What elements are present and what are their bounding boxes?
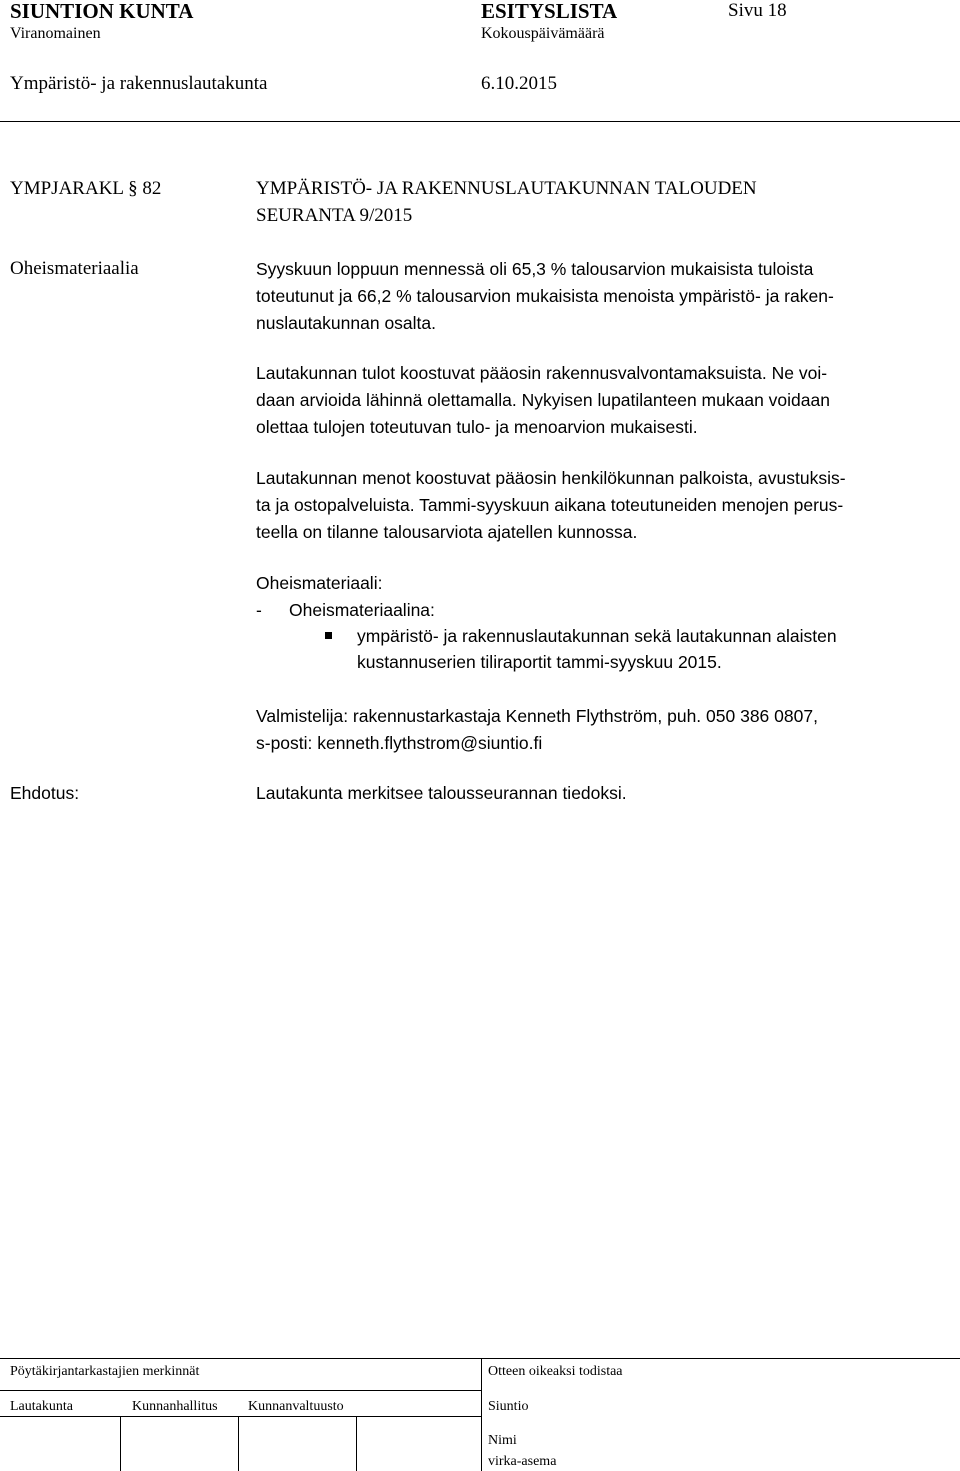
footer-col-divider-1	[120, 1416, 121, 1471]
footer-position-label: virka-asema	[488, 1454, 557, 1469]
footer-col-divider-3	[356, 1416, 357, 1471]
meeting-date: 6.10.2015	[481, 73, 557, 94]
footer-col-divider-2	[238, 1416, 239, 1471]
footer-top-rule	[0, 1358, 960, 1359]
org-name: SIUNTION KUNTA	[10, 0, 194, 23]
footer-col-kunnanvaltuusto: Kunnanvaltuusto	[248, 1399, 344, 1414]
attachment-item-line1: ympäristö- ja rakennuslautakunnan sekä lautakunnan alaisten	[357, 626, 837, 646]
preparer-line1: Valmistelija: rakennustarkastaja Kenneth Flythström, puh. 050 386 0807,	[256, 706, 818, 726]
item-reference: YMPJARAKL § 82	[10, 178, 162, 199]
paragraph-1-line2: toteutunut ja 66,2 % talousarvion mukaisista menoista ympäristö- ja raken-	[256, 286, 834, 306]
side-label-attachment: Oheismateriaalia	[10, 258, 139, 279]
paragraph-3-line3: teella on tilanne talousarviota ajatellen kunnossa.	[256, 522, 638, 542]
paragraph-2-line3: olettaa tulojen toteutuvan tulo- ja menoarvion mukaisesti.	[256, 417, 698, 437]
paragraph-3-line1: Lautakunnan menot koostuvat pääosin henkilökunnan palkoista, avustuksis-	[256, 468, 846, 488]
square-bullet-icon	[325, 632, 332, 639]
footer-left-row-rule	[0, 1416, 481, 1417]
authority-name: Ympäristö- ja rakennuslautakunta	[10, 73, 268, 94]
footer-center-divider	[481, 1358, 482, 1471]
footer-left-mid-rule	[0, 1390, 481, 1391]
attachment-item-line2: kustannuserien tiliraportit tammi-syyskuu 2015.	[357, 652, 722, 672]
page-number: Sivu 18	[728, 0, 787, 21]
header-divider	[0, 121, 960, 122]
doc-type: ESITYSLISTA	[481, 0, 618, 23]
preparer-line2: s-posti: kenneth.flythstrom@siuntio.fi	[256, 733, 543, 753]
item-title-line2: SEURANTA 9/2015	[256, 205, 413, 226]
checkers-label: Pöytäkirjantarkastajien merkinnät	[10, 1364, 200, 1379]
certified-label: Otteen oikeaksi todistaa	[488, 1364, 623, 1379]
attachments-heading: Oheismateriaali:	[256, 573, 383, 593]
proposal-label: Ehdotus:	[10, 783, 80, 803]
paragraph-2-line2: daan arvioida lähinnä olettamalla. Nykyisen lupatilanteen mukaan voidaan	[256, 390, 830, 410]
paragraph-1-line3: nuslautakunnan osalta.	[256, 313, 436, 333]
paragraph-3-line2: ta ja ostopalveluista. Tammi-syyskuun aikana toteutuneiden menojen perus-	[256, 495, 844, 515]
paragraph-1-line1: Syyskuun loppuun mennessä oli 65,3 % talousarvion mukaisista tuloista	[256, 259, 814, 279]
attachments-dash: -	[256, 600, 262, 620]
meeting-date-label: Kokouspäivämäärä	[481, 25, 605, 42]
footer-col-lautakunta: Lautakunta	[10, 1399, 73, 1414]
footer-siuntio: Siuntio	[488, 1399, 529, 1414]
footer-col-kunnanhallitus: Kunnanhallitus	[132, 1399, 218, 1414]
footer-name-label: Nimi	[488, 1433, 517, 1448]
item-title-line1: YMPÄRISTÖ- JA RAKENNUSLAUTAKUNNAN TALOUDEN	[256, 178, 757, 199]
proposal-text: Lautakunta merkitsee talousseurannan tiedoksi.	[256, 783, 627, 803]
paragraph-2-line1: Lautakunnan tulot koostuvat pääosin rakennusvalvontamaksuista. Ne voi-	[256, 363, 828, 383]
attachments-subheading: Oheismateriaalina:	[289, 600, 435, 620]
authority-label: Viranomainen	[10, 25, 101, 42]
